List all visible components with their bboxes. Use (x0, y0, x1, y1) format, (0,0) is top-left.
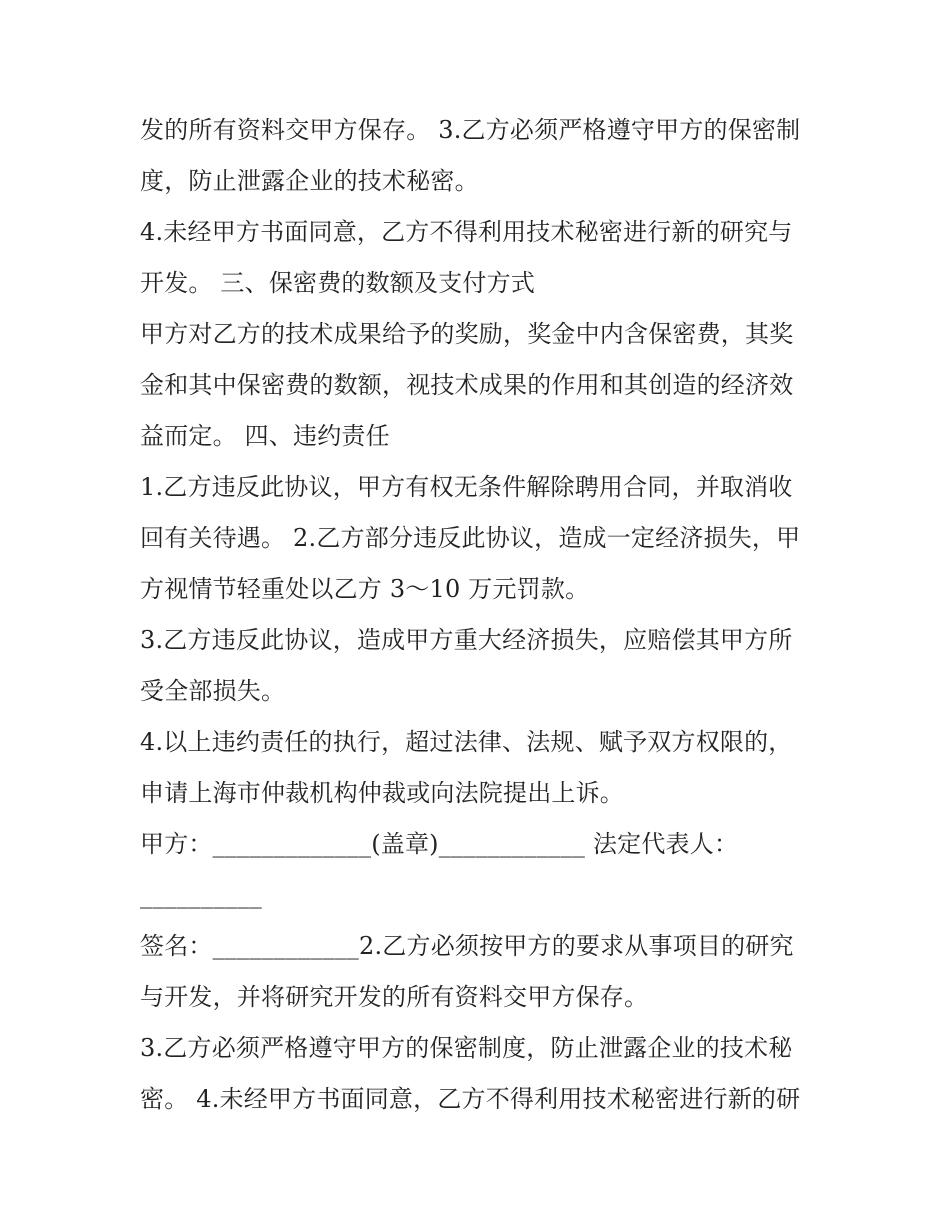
signature-line-party-a: 甲方：_____________(盖章)____________ 法定代表人： (140, 830, 739, 858)
text-line: 金和其中保密费的数额，视技术成果的作用和其创造的经济效 (140, 371, 794, 399)
text-line: 与开发，并将研究开发的所有资料交甲方保存。 (140, 983, 649, 1011)
text-line: 申请上海市仲裁机构仲裁或向法院提出上诉。 (140, 779, 624, 807)
text-line: 益而定。 四、违约责任 (140, 422, 390, 450)
text-line: 回有关待遇。 2.乙方部分违反此协议，造成一定经济损失，甲 (140, 524, 801, 552)
text-line: 1.乙方违反此协议，甲方有权无条件解除聘用合同，并取消收 (140, 473, 793, 501)
text-line: 开发。 三、保密费的数额及支付方式 (140, 269, 536, 297)
document-body (140, 105, 820, 1125)
text-line: 密。 4.未经甲方书面同意，乙方不得利用技术秘密进行新的研 (140, 1085, 801, 1113)
text-line: 3.乙方必须严格遵守甲方的保密制度，防止泄露企业的技术秘 (140, 1034, 793, 1062)
signature-line-sign: 签名：____________2.乙方必须按甲方的要求从事项目的研究 (140, 932, 794, 960)
text-line: 4.未经甲方书面同意，乙方不得利用技术秘密进行新的研究与 (140, 218, 793, 246)
text-line: 4.以上违约责任的执行，超过法律、法规、赋予双方权限的， (140, 728, 793, 756)
text-line: 发的所有资料交甲方保存。 3.乙方必须严格遵守甲方的保密制 (140, 116, 801, 144)
text-line: 度，防止泄露企业的技术秘密。 (140, 167, 479, 195)
signature-blank-line: __________ (140, 881, 262, 909)
text-line: 受全部损失。 (140, 677, 286, 705)
text-line: 甲方对乙方的技术成果给予的奖励，奖金中内含保密费，其奖 (140, 320, 794, 348)
text-line: 方视情节轻重处以乙方 3～10 万元罚款。 (140, 575, 590, 603)
text-line: 3.乙方违反此协议，造成甲方重大经济损失，应赔偿其甲方所 (140, 626, 793, 654)
